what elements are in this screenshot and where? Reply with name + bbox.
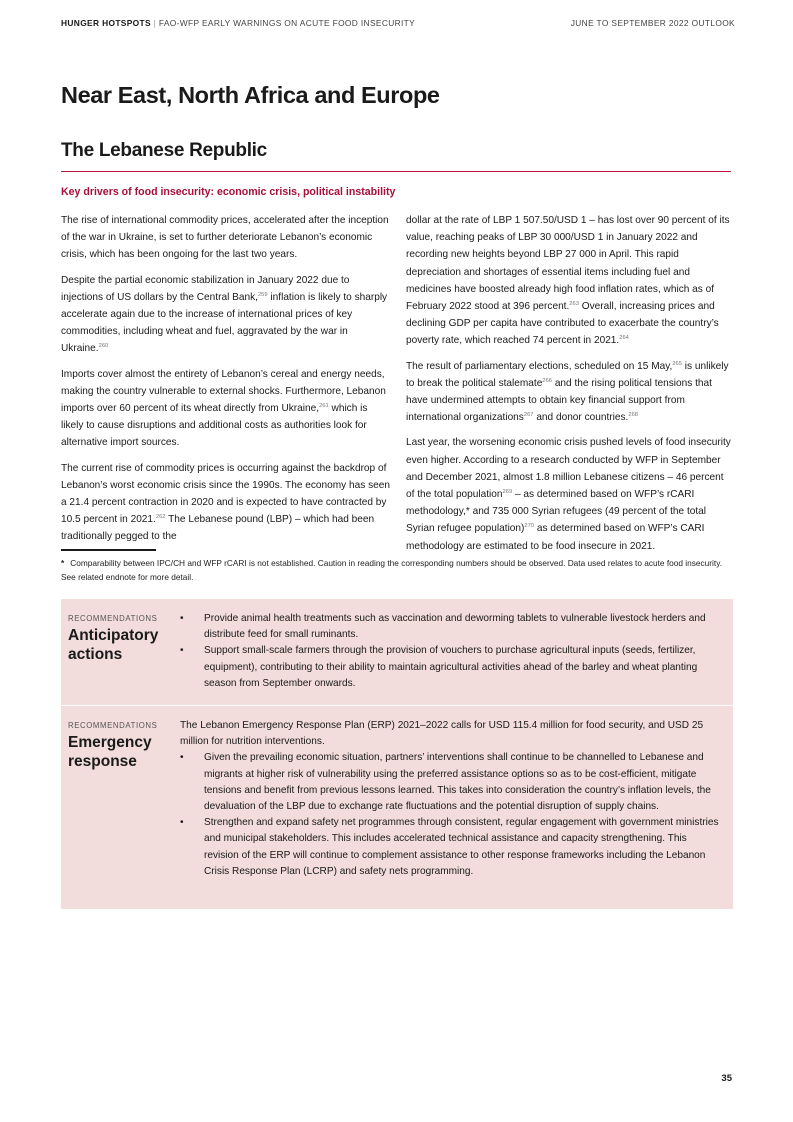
endnote-ref: 265 bbox=[672, 360, 682, 367]
running-header bbox=[61, 18, 735, 28]
header-brand: HUNGER HOTSPOTS bbox=[61, 18, 151, 28]
anticipatory-actions-section bbox=[61, 599, 733, 705]
recommendations-kicker: RECOMMENDATIONS bbox=[68, 721, 158, 730]
bullet-list bbox=[180, 750, 719, 880]
endnote-ref: 264 bbox=[619, 335, 629, 342]
section-label bbox=[61, 706, 178, 909]
paragraph: Imports cover almost the entirety of Lebanon’s cereal and energy needs, making the country vulnerable to external shocks. Furthermore, Lebanon imports over 60 percent of its wheat directly from Ukraine,$^{261}$ which is likely to cause disruptions and additional costs as authorities look for alternative import sources. bbox=[61, 368, 386, 449]
section-body bbox=[178, 599, 733, 705]
section-title: Anticipatory actions bbox=[68, 627, 159, 663]
paragraph: Last year, the worsening economic crisis pushed levels of food insecurity even higher. According to a research conducted by WFP in September and December 2021, almost 1.8 million Lebanese citizens – 46 percent of the total population$^{269}$ – as determined based on WFP’s rCARI methodology,* and 735 000 Syrian refugees (49 percent of the total Syrian refugee population)$^{270}$ as determined based on WFP’s CARI methodology are estimated to be food insecure in 2021. bbox=[406, 437, 731, 552]
endnote-ref: 262 bbox=[155, 514, 166, 521]
header-separator: | bbox=[153, 18, 157, 28]
header-left bbox=[61, 18, 415, 28]
list-item: • Provide animal health treatments such as vaccination and deworming tablets to vulnerable livestock herders and distribute feed for small ruminants. bbox=[180, 613, 706, 641]
paragraph: The current rise of commodity prices is occurring against the backdrop of Lebanon’s worst economic crisis since the 1990s. The economy has seen a 21.4 percent contraction in 2020 and is expected to have contracted by 10.5 percent in 2021.$^{262}$ The Lebanese pound (LBP) – which had been traditionally pegged to the bbox=[61, 462, 390, 543]
endnote-ref: 268 bbox=[628, 412, 639, 419]
endnote-ref: 260 bbox=[98, 343, 109, 350]
endnote-ref: 267 bbox=[523, 412, 534, 419]
page-number: 35 bbox=[721, 1073, 732, 1084]
footnote bbox=[61, 557, 731, 584]
title-rule bbox=[61, 171, 731, 172]
emergency-response-section bbox=[61, 705, 733, 909]
endnote-ref: 263 bbox=[569, 301, 579, 308]
endnote-ref: 261 bbox=[319, 403, 329, 410]
footnote-marker: * bbox=[61, 558, 65, 568]
endnote-ref: 266 bbox=[542, 377, 553, 384]
recommendations-kicker: RECOMMENDATIONS bbox=[68, 614, 158, 623]
endnote-ref: 270 bbox=[524, 523, 535, 530]
footnote-text: Comparability between IPC/CH and WFP rCARI is not established. Caution in reading the corresponding numbers should be observed. Data used relates to acute food insecurity. See related endnote for more detail. bbox=[61, 558, 723, 582]
list-item: • Strengthen and expand safety net programmes through consistent, regular engagement with government ministries and municipal stakeholders. This includes accelerated technical assistance and capacity strengthening. This revision of the ERP will continue to complement assistance to other response frameworks including the Lebanon Crisis Response Plan (LCRP) and safety nets programming. bbox=[180, 817, 719, 877]
drivers-heading: Key drivers of food insecurity: economic crisis, political instability bbox=[61, 186, 396, 198]
paragraph: dollar at the rate of LBP 1 507.50/USD 1 – has lost over 90 percent of its value, reaching peaks of LBP 30 000/USD 1 in January 2022 and recording new heights beyond LBP 27 000 in April. This rapid depreciation and shortages of essential items including fuel and medicines have boosted already high food inflation rates, which as of February 2022 stood at 396 percent.$^{263}$ Overall, increasing prices and declining GDP per capita have contributed to exacerbate the country’s poverty rate, which reached 74 percent in 2021.$^{264}$ bbox=[406, 215, 730, 347]
header-subtitle: FAO-WFP EARLY WARNINGS ON ACUTE FOOD INSECURITY bbox=[158, 18, 416, 28]
section-title: Emergency response bbox=[68, 734, 152, 770]
erp-intro: The Lebanon Emergency Response Plan (ERP) 2021–2022 calls for USD 115.4 million for food security, and USD 25 million for nutrition interventions. bbox=[180, 720, 704, 748]
right-column bbox=[406, 212, 733, 563]
country-title: The Lebanese Republic bbox=[61, 140, 267, 161]
paragraph: Despite the partial economic stabilization in January 2022 due to injections of US dollars by the Central Bank,$^{259}$ inflation is likely to sharply accelerate again due to the increase of international prices of key commodities, including wheat and fuel, aggravated by the war in Ukraine.$^{260}$ bbox=[61, 274, 388, 355]
list-item: • Support small-scale farmers through the provision of vouchers to purchase agricultural inputs (seeds, fertilizer, equipment), contributing to their ability to maintain agricultural activities ahead of the barley and wheat planting season from September onwards. bbox=[180, 645, 698, 689]
bullet-list bbox=[180, 611, 719, 692]
left-column bbox=[61, 212, 391, 554]
endnote-ref: 259 bbox=[257, 291, 268, 298]
paragraph: The result of parliamentary elections, scheduled on 15 May,$^{265}$ is unlikely to break the political stalemate$^{266}$ and the rising political tensions that have undermined attempts to obtain key financial support from international organizations$^{267}$ and donor countries.$^{268}$ bbox=[406, 360, 729, 424]
header-period: JUNE TO SEPTEMBER 2022 OUTLOOK bbox=[570, 18, 735, 28]
footnote-rule bbox=[61, 549, 156, 551]
recommendations-box bbox=[61, 599, 733, 909]
section-body bbox=[178, 706, 733, 909]
section-label bbox=[61, 599, 178, 705]
list-item: • Given the prevailing economic situation, partners’ interventions shall continue to be channelled to Lebanese and migrants at higher risk of vulnerability using the preferred assistance options so as to be cost-efficient, mitigate tensions and benefit from previous lessons learned. This takes into consideration the country’s inflation levels, the devaluation of the LBP due to exchange rate fluctuations and the potential disruption of supply chains. bbox=[180, 752, 711, 813]
endnote-ref: 269 bbox=[502, 489, 513, 496]
region-title: Near East, North Africa and Europe bbox=[61, 82, 440, 108]
paragraph: The rise of international commodity prices, accelerated after the inception of the war in Ukraine, is set to further deteriorate Lebanon’s economic crisis, which has been ongoing for the last two years. bbox=[61, 215, 389, 261]
